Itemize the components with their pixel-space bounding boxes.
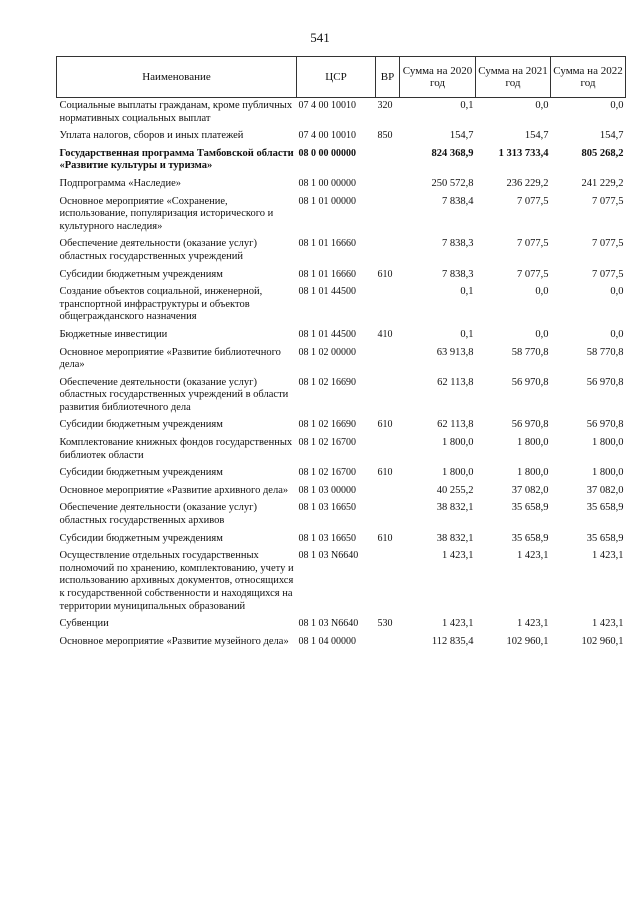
row-name: Обеспечение деятельности (оказание услуг) областных государственных архивов bbox=[59, 502, 257, 527]
row-sum-2020: 1 423,1 bbox=[442, 550, 474, 562]
row-csr: 08 1 01 44500 bbox=[298, 286, 356, 298]
row-csr: 08 1 03 16650 bbox=[298, 502, 356, 514]
row-name: Субсидии бюджетным учреждениям bbox=[59, 467, 223, 479]
row-sum-2021: 1 800,0 bbox=[517, 437, 549, 449]
row-vr bbox=[376, 500, 400, 530]
table-row bbox=[57, 194, 626, 237]
row-vr: 610 bbox=[377, 532, 393, 544]
row-sum-2022: 102 960,1 bbox=[581, 635, 624, 647]
row-name: Субсидии бюджетным учреждениям bbox=[59, 532, 223, 544]
table-row bbox=[57, 236, 626, 266]
row-sum-2022: 805 268,2 bbox=[581, 147, 624, 159]
column-header-sum-2021: Сумма на 2021 год bbox=[476, 57, 551, 98]
row-csr: 08 1 00 00000 bbox=[298, 177, 356, 189]
row-csr: 08 1 01 44500 bbox=[298, 328, 356, 340]
row-name: Субсидии бюджетным учреждениям bbox=[59, 419, 223, 431]
row-csr: 08 1 03 00000 bbox=[298, 484, 356, 496]
row-name: Обеспечение деятельности (оказание услуг) областных государственных учреждений bbox=[59, 238, 257, 262]
row-sum-2021: 35 658,9 bbox=[511, 502, 549, 514]
row-csr: 08 0 00 00000 bbox=[298, 147, 356, 159]
row-csr: 08 1 03 N6640 bbox=[298, 618, 359, 630]
row-sum-2020: 1 800,0 bbox=[442, 467, 474, 479]
row-vr bbox=[376, 345, 400, 375]
row-name: Субвенции bbox=[59, 618, 109, 630]
row-name: Уплата налогов, сборов и иных платежей bbox=[59, 130, 244, 142]
row-sum-2021: 58 770,8 bbox=[511, 346, 549, 358]
row-sum-2021: 1 313 733,4 bbox=[498, 147, 549, 159]
row-vr bbox=[376, 435, 400, 465]
row-vr: 320 bbox=[377, 100, 393, 111]
table-row bbox=[57, 634, 626, 652]
row-sum-2021: 7 077,5 bbox=[517, 195, 549, 207]
row-sum-2021: 0,0 bbox=[535, 328, 549, 340]
row-sum-2020: 154,7 bbox=[449, 130, 474, 142]
row-sum-2022: 7 077,5 bbox=[592, 238, 624, 250]
row-sum-2020: 1 423,1 bbox=[442, 618, 474, 630]
row-sum-2020: 1 800,0 bbox=[442, 437, 474, 449]
table-row bbox=[57, 531, 626, 549]
row-name: Субсидии бюджетным учреждениям bbox=[59, 268, 223, 280]
row-sum-2020: 62 113,8 bbox=[437, 376, 474, 388]
row-vr: 610 bbox=[377, 419, 393, 431]
row-name: Основное мероприятие «Развитие музейного дела» bbox=[59, 635, 289, 647]
row-sum-2022: 1 423,1 bbox=[592, 550, 624, 562]
row-csr: 08 1 01 16660 bbox=[298, 238, 356, 250]
table-row-program bbox=[57, 146, 626, 176]
row-csr: 07 4 00 10010 bbox=[298, 130, 356, 142]
table-row bbox=[57, 483, 626, 501]
table-row bbox=[57, 128, 626, 146]
row-sum-2020: 63 913,8 bbox=[436, 346, 474, 358]
row-sum-2022: 154,7 bbox=[599, 130, 624, 142]
table-row bbox=[57, 435, 626, 465]
row-vr bbox=[376, 548, 400, 616]
row-sum-2020: 112 835,4 bbox=[431, 635, 474, 647]
table-row bbox=[57, 176, 626, 194]
row-vr bbox=[376, 176, 400, 194]
row-sum-2020: 38 832,1 bbox=[436, 502, 474, 514]
row-name: Социальные выплаты гражданам, кроме публичных нормативных социальных выплат bbox=[59, 100, 293, 124]
row-csr: 08 1 02 00000 bbox=[298, 346, 356, 358]
table-row bbox=[57, 345, 626, 375]
row-sum-2022: 241 229,2 bbox=[581, 177, 624, 189]
row-sum-2022: 7 077,5 bbox=[592, 195, 624, 207]
row-sum-2021: 236 229,2 bbox=[506, 177, 549, 189]
row-csr: 08 1 01 16660 bbox=[298, 268, 356, 280]
row-sum-2022: 56 970,8 bbox=[586, 376, 624, 388]
row-vr: 410 bbox=[377, 328, 393, 340]
row-vr bbox=[376, 483, 400, 501]
column-header-sum-2022: Сумма на 2022 год bbox=[551, 57, 626, 98]
table-row bbox=[57, 375, 626, 418]
row-vr: 610 bbox=[377, 268, 393, 280]
column-header-csr: ЦСР bbox=[297, 57, 376, 98]
budget-table bbox=[56, 56, 626, 651]
row-sum-2022: 1 800,0 bbox=[592, 467, 624, 479]
row-sum-2020: 7 838,3 bbox=[442, 268, 474, 280]
row-sum-2022: 0,0 bbox=[610, 100, 624, 111]
row-sum-2021: 56 970,8 bbox=[511, 419, 549, 431]
row-csr: 08 1 02 16700 bbox=[298, 467, 356, 479]
table-row bbox=[57, 267, 626, 285]
row-sum-2020: 0,1 bbox=[460, 328, 474, 340]
row-sum-2020: 0,1 bbox=[460, 286, 474, 298]
row-vr: 610 bbox=[377, 467, 393, 479]
table-row bbox=[57, 465, 626, 483]
row-name: Основное мероприятие «Развитие библиотечного дела» bbox=[59, 346, 281, 371]
row-vr bbox=[376, 375, 400, 418]
row-csr: 08 1 03 16650 bbox=[298, 532, 356, 544]
row-sum-2022: 35 658,9 bbox=[586, 502, 624, 514]
table-row bbox=[57, 284, 626, 327]
row-sum-2020: 38 832,1 bbox=[436, 532, 474, 544]
table-row bbox=[57, 327, 626, 345]
row-sum-2020: 62 113,8 bbox=[437, 419, 474, 431]
row-name: Подпрограмма «Наследие» bbox=[59, 177, 181, 189]
row-sum-2020: 7 838,3 bbox=[442, 238, 474, 250]
column-header-name: Наименование bbox=[57, 57, 297, 98]
row-name: Осуществление отдельных государственных полномочий по хранению, комплектованию, учету и использованию архивных документов, относящихся к государственной собственности и находящихся на территории муниципальных образований bbox=[59, 550, 294, 612]
row-sum-2022: 37 082,0 bbox=[586, 484, 624, 496]
table-row bbox=[57, 616, 626, 634]
row-sum-2020: 824 368,9 bbox=[431, 147, 474, 159]
row-sum-2021: 0,0 bbox=[535, 100, 549, 111]
row-vr bbox=[376, 194, 400, 237]
row-name: Обеспечение деятельности (оказание услуг) областных государственных учреждений в области развития библиотечного дела bbox=[59, 376, 289, 413]
row-sum-2021: 1 800,0 bbox=[517, 467, 549, 479]
row-sum-2021: 7 077,5 bbox=[517, 268, 549, 280]
row-vr: 530 bbox=[377, 618, 393, 630]
row-vr: 850 bbox=[377, 130, 393, 142]
row-name: Бюджетные инвестиции bbox=[59, 328, 168, 340]
row-sum-2021: 0,0 bbox=[535, 286, 549, 298]
row-sum-2020: 7 838,4 bbox=[442, 195, 474, 207]
row-sum-2021: 1 423,1 bbox=[517, 550, 549, 562]
table-row bbox=[57, 98, 626, 129]
row-sum-2021: 56 970,8 bbox=[511, 376, 549, 388]
row-csr: 08 1 04 00000 bbox=[298, 635, 356, 647]
row-vr bbox=[376, 634, 400, 652]
row-csr: 08 1 02 16690 bbox=[298, 376, 356, 388]
row-sum-2022: 1 800,0 bbox=[592, 437, 624, 449]
row-sum-2022: 35 658,9 bbox=[586, 532, 624, 544]
row-name: Создание объектов социальной, инженерной, транспортной инфраструктуры и объектов общегражданского назначения bbox=[59, 286, 263, 323]
row-sum-2020: 40 255,2 bbox=[436, 484, 474, 496]
table-row bbox=[57, 548, 626, 616]
row-csr: 08 1 03 N6640 bbox=[298, 550, 359, 562]
page-number: 541 bbox=[310, 30, 330, 45]
row-sum-2021: 7 077,5 bbox=[517, 238, 549, 250]
row-name: Государственная программа Тамбовской области «Развитие культуры и туризма» bbox=[59, 147, 294, 172]
row-sum-2021: 154,7 bbox=[524, 130, 549, 142]
row-sum-2022: 58 770,8 bbox=[586, 346, 624, 358]
row-sum-2022: 56 970,8 bbox=[586, 419, 624, 431]
row-csr: 08 1 01 00000 bbox=[298, 195, 356, 207]
row-name: Комплектование книжных фондов государственных библиотек области bbox=[59, 437, 293, 461]
row-sum-2021: 37 082,0 bbox=[511, 484, 549, 496]
row-name: Основное мероприятие «Сохранение, использование, популяризация исторического и культурного наследия» bbox=[59, 195, 274, 232]
table-row bbox=[57, 417, 626, 435]
row-sum-2021: 35 658,9 bbox=[511, 532, 549, 544]
row-sum-2020: 0,1 bbox=[460, 100, 474, 111]
row-sum-2022: 7 077,5 bbox=[592, 268, 624, 280]
row-csr: 08 1 02 16700 bbox=[298, 437, 356, 449]
row-sum-2022: 0,0 bbox=[610, 286, 624, 298]
row-vr bbox=[376, 284, 400, 327]
row-csr: 08 1 02 16690 bbox=[298, 419, 356, 431]
column-header-vr: ВР bbox=[376, 57, 400, 98]
column-header-sum-2020: Сумма на 2020 год bbox=[400, 57, 476, 98]
row-csr: 07 4 00 10010 bbox=[298, 100, 356, 111]
row-vr bbox=[376, 146, 400, 176]
row-vr bbox=[376, 236, 400, 266]
row-name: Основное мероприятие «Развитие архивного дела» bbox=[59, 484, 289, 496]
row-sum-2021: 1 423,1 bbox=[517, 618, 549, 630]
row-sum-2022: 1 423,1 bbox=[592, 618, 624, 630]
row-sum-2022: 0,0 bbox=[610, 328, 624, 340]
table-row bbox=[57, 500, 626, 530]
row-sum-2021: 102 960,1 bbox=[506, 635, 549, 647]
table-header-row bbox=[57, 57, 626, 98]
row-sum-2020: 250 572,8 bbox=[431, 177, 474, 189]
